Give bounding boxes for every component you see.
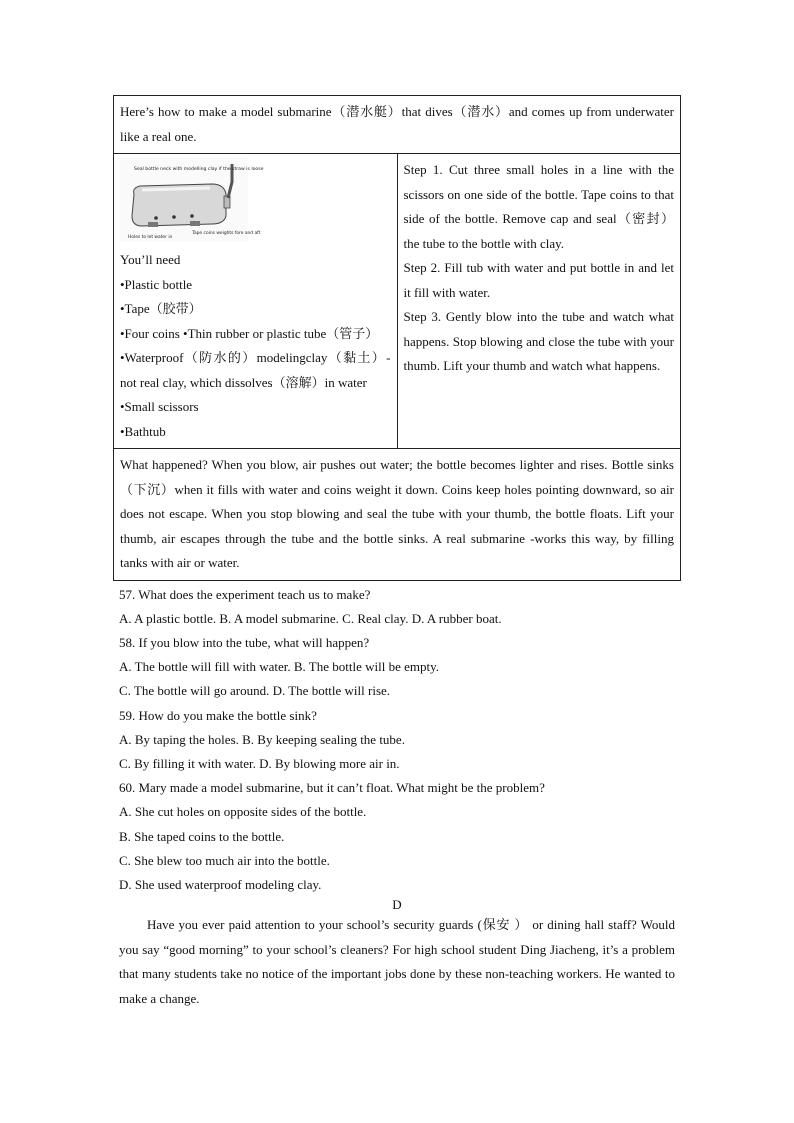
needs-item: •Bathtub [120,423,166,439]
question-options: C. By filling it with water. D. By blowing more air in. [119,755,400,771]
diagram-label-top: Seal bottle neck with modelling clay if the straw is loose [134,167,264,172]
step-text: Step 2. Fill tub with water and put bottle in and let it fill with water. [403,260,674,300]
question-stem: 59. How do you make the bottle sink? [119,707,317,723]
intro-cell: Here’s how to make a model submarine（潜水艇）that dives（潜水）and comes up from underwater like a real one. [114,96,681,154]
section-d-heading: D [392,897,402,913]
needs-title: You’ll need [120,252,181,267]
needs-item: •Tape（胶带） [120,301,202,316]
step-text: Step 1. Cut three small holes in a line with the scissors on one side of the bottle. Tape coins to that side of the bottle. Remove cap and seal（密封）the tube to the bottle with clay. [403,162,674,251]
needs-item: •Four coins •Thin rubber or plastic tube（管子） [120,325,379,341]
what-happened-cell: What happened? When you blow, air pushes out water; the bottle becomes lighter and rises. Bottle sinks（下沉）when it fills with water and coins weight it down. Coins keep holes pointing downward, so air does not escape. When you stop blowing and seal the tube with your thumb, the bottle floats. Lift your thumb, air escapes through the tube and the bottle sinks. A real submarine -works this way, by filling tanks with air or water. [114,449,681,581]
steps-cell [397,154,681,449]
needs-item: •Plastic bottle [120,276,193,292]
questions-block [113,583,681,898]
question-options: C. She blew too much air into the bottle. [119,852,330,868]
materials-cell [114,154,398,449]
question-options: B. She taped coins to the bottle. [119,828,285,844]
question-options: A. By taping the holes. B. By keeping sealing the tube. [119,731,405,747]
question-options: A. She cut holes on opposite sides of the bottle. [119,804,367,820]
diagram-label-left: Holes to let water in [128,235,173,240]
diagram-label-right: Tape coins weights fore and aft [192,231,261,236]
section-d-paragraph: Have you ever paid attention to your school’s security guards (保安 ） or dining hall staff? Would you say “good morning” to your school’s cleaners? For high school student Ding Jiacheng, it’s a problem that many students take no notice of the important jobs done by these non-teaching workers. He wanted to make a change. [119,917,675,1006]
worksheet-page [113,95,681,1011]
needs-item: •Small scissors [120,399,199,414]
experiment-table [113,95,681,581]
needs-item: •Waterproof（防水的）modelingclay（黏土）- not real clay, which dissolves（溶解）in water [120,350,391,390]
question-stem: 57. What does the experiment teach us to make? [119,586,371,602]
step-text: Step 3. Gently blow into the tube and watch what happens. Stop blowing and close the tube with your thumb. Lift your thumb and watch what happens. [403,309,674,373]
question-options: C. The bottle will go around. D. The bottle will rise. [119,683,391,699]
submarine-bottle-diagram [120,158,264,242]
question-options: A. A plastic bottle. B. A model submarine. C. Real clay. D. A rubber boat. [119,610,502,626]
question-options: A. The bottle will fill with water. B. The bottle will be empty. [119,659,440,675]
question-options: D. She used waterproof modeling clay. [119,876,322,892]
question-stem: 58. If you blow into the tube, what will happen? [119,634,370,650]
question-stem: 60. Mary made a model submarine, but it can’t float. What might be the problem? [119,780,545,796]
